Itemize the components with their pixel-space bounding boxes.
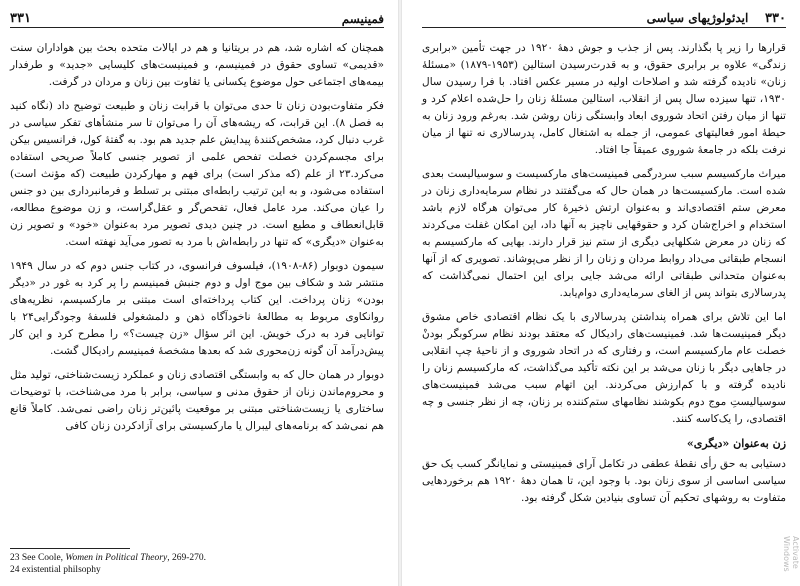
section-heading: زن به‌عنوان «دیگری» — [686, 437, 786, 450]
activation-watermark: Activate Windows — [782, 536, 800, 572]
section-paragraph: دستیابی به حق رأی نقطهٔ عطفی در تکامل آرای فمینیستی و نمایانگر کسب یک حق سیاسی اساسی از سوی زنان بود. با وجود این، تا همان دههٔ ۱۹۲۰ هم برخوردهایی متفاوت به روشهای تحکیم آن تساوی بنیادین شکل گرفته بود. — [422, 458, 786, 504]
right-header-title: ایدئولوژیهای سیاسی — [646, 11, 749, 25]
footnote-marker: 24 — [10, 565, 20, 575]
right-page — [402, 0, 800, 586]
right-page-body — [422, 40, 786, 507]
right-paragraph: اما این تلاش برای همراه پنداشتن پدرسالاری با یک نظام اقتصادی خاص مشوق دیگر فمینیست‌ها شد. فمینیست‌های رادیکال که معتقد بودند نظام سرکوبگر بودنْ خصلت عام مارکسیسم است، و رفتاری که در اتحاد شوروی و از ناحیهٔ چپ انقلابی در جاهایی دیگر با زنان می‌شد بر این نکته تأکید می‌گذاشت، که مارکسیسم زنان را نادیده گرفته و با کم‌ارزش می‌کردند. این اتهام سبب می‌شد فمینیست‌های سوسیالیستِ موج دوم بکوشند نظامهای ستم‌کننده بر زنان، چه از نظر جنسی و چه اقتصادی، را یک‌کاسه کنند. — [422, 311, 786, 425]
left-paragraph: فکر متفاوت‌بودن زنان تا حدی می‌توان با قرابت زنان و طبیعت توضیح داد (نگاه کنید به فصل ۸). این قرابت، که ریشه‌های آن را می‌توان تا سر منشأهای تفکر سیاسی در غرب دنبال کرد، مشخص‌کنندهٔ پیدایش علم جدید هم بود. به گفتهٔ کول، فرانسیس بیکن برای مجسم‌کردن خصلت تفحص علمی از تصویر جنسی کاملاً صریحی استفاده می‌کرد.۲۳ از علم (که مذکر است) برای فهم و مهارکردن طبیعت (که مؤنث است) استفاده می‌شود، و به این ترتیب رابطه‌ای مبتنی بر تسلط و فرمانبرداری بین دو جنس را عیان می‌کند. مرد عامل فعال، تفحص‌گر و عقل‌گراست، و زن موضوع مطالعه، قابل‌انعطاف و مطیع است. در چنین دیدی تصویر مرد به‌عنوان «خود» و تصویر زن به‌عنوان «دیگری» که تنها در رابطه‌اش با مرد به تصور می‌آید نهفته است. — [10, 100, 385, 248]
left-header-title: فمینیسم — [341, 12, 384, 26]
left-paragraph: دوبوار در همان حال که به وابستگی اقتصادی زنان و عملکرد زیست‌شناختی، تولید مثل و محروم‌ماندن زنان از حقوق مدنی و سیاسی، برابر با مرد می‌شناخت، با توضیحات ساختاری یا زیست‌شناختی مبتنی بر موقعیت پائین‌تر زنان راضی نمی‌شد. کاملاً قانع هم نمی‌شد که برنامه‌های لیبرال یا مارکسیستی برای آزادکردن زنان کافی — [10, 369, 384, 432]
right-paragraph: قرارها را زیر پا بگذارند. پس از جذب و جوش دههٔ ۱۹۲۰ در جهت تأمین «برابری زندگی» علاوه بر برابری حقوق، و به قدرت‌رسیدن استالین (۱۹۵۳-۱۸۷۹) «مسئلهٔ زنان» نادیده گرفته شد و اصلاحات اولیه در مسیر عکس افتاد. با فرا رسیدن سال ۱۹۳۰، تنها سیزده سال پس از انقلاب، استالین مسئلهٔ زنان را حل‌شده اعلام کرد و تنها از میان رفتن اتحاد شوروی ابعاد وابستگی زنان روشن شد. به‌رغم ورود زنان به حیطهٔ امور فعالیتهای عمومی، از جمله به اشتغال کامل، پدرسالاری نه تنها از میان نرفت بلکه در جامعهٔ شوروی عمیقاً جا افتاد. — [422, 42, 786, 156]
footnote-text: , 269-270. — [167, 553, 206, 563]
left-page-number: ۳۳۱ — [10, 11, 31, 26]
left-page-body — [10, 40, 384, 435]
footnote-text: existential philsophy — [21, 565, 101, 575]
footnote-title: Women in Political Theory — [65, 553, 168, 563]
right-page-header — [422, 4, 786, 28]
right-page-number: ۳۳۰ — [765, 11, 786, 26]
footnote-text: See Coole, — [21, 553, 66, 563]
footnote-marker: 23 — [10, 553, 20, 563]
left-page — [0, 0, 398, 586]
right-header-group — [647, 11, 786, 26]
left-paragraph: سیمون دوبوار (۸۶-۱۹۰۸)، فیلسوف فرانسوی، در کتاب جنس دوم که در سال ۱۹۴۹ منتشر شد و شکاف بین موج اول و دوم جنبش فمینیسم را پر کرد به غور در «دیگر بودن» زنان پرداخت. این کتاب پرداخته‌ای است مبتنی بر مارکسیسم، نظریه‌های روانکاوی مربوط به مطالعهٔ ناخودآگاه ذهن و دلمشغولی فلسفهٔ وجودگرایی۲۴ با توانایی فرد به درک خویش. این اثر سؤال «زن چیست؟» را مطرح کرد و این کار پیش‌درآمد آن گونه زن‌محوری شد که بعدها مشخصهٔ فمینیسم رادیکال گشت. — [10, 260, 385, 357]
left-page-header — [10, 4, 384, 28]
footnote-rule — [10, 548, 130, 549]
right-paragraph: میراث مارکسیسم سبب سردرگمی فمینیست‌های مارکسیست و سوسیالیست بعدی شده است. مارکسیست‌ها در همان حال که می‌گفتند در نظام سرمایه‌داری زنان در معرض ستم اقتصادی‌اند و به‌عنوان ارتش ذخیرهٔ کار می‌توان هرگاه لازم باشد استخدام و اخراج‌شان کرد و حقوقهایی ناچیز به آنها داد، این امکان غفلت می‌کردند که زنان در معرض شکلهایی دیگری از ستم نیز قرار دارند. بهایی که مارکسیسم به انسجام طبقاتی می‌داد روابط مردان و زنان را از نظر می‌پوشاند. تصویری که از آنها به‌عنوان متحدانی طبقاتی ارائه می‌شد جایی برای این احتمال نمی‌گذاشت که پدرسالاری بتواند پس از الغای سرمایه‌داری دوام‌یابد. — [422, 168, 786, 299]
left-paragraph: همچنان که اشاره شد، هم در بریتانیا و هم در ایالات متحده بحث بین هواداران سنت «قدیمی» تساوی حقوق در فمینیسم، و فمینیست‌های کلیسایی «جدید» و طرفدار بیمه‌های اجتماعی حول موضوع یکسانی یا تفاوت بین زنان و مردان در گرفت. — [10, 42, 384, 88]
